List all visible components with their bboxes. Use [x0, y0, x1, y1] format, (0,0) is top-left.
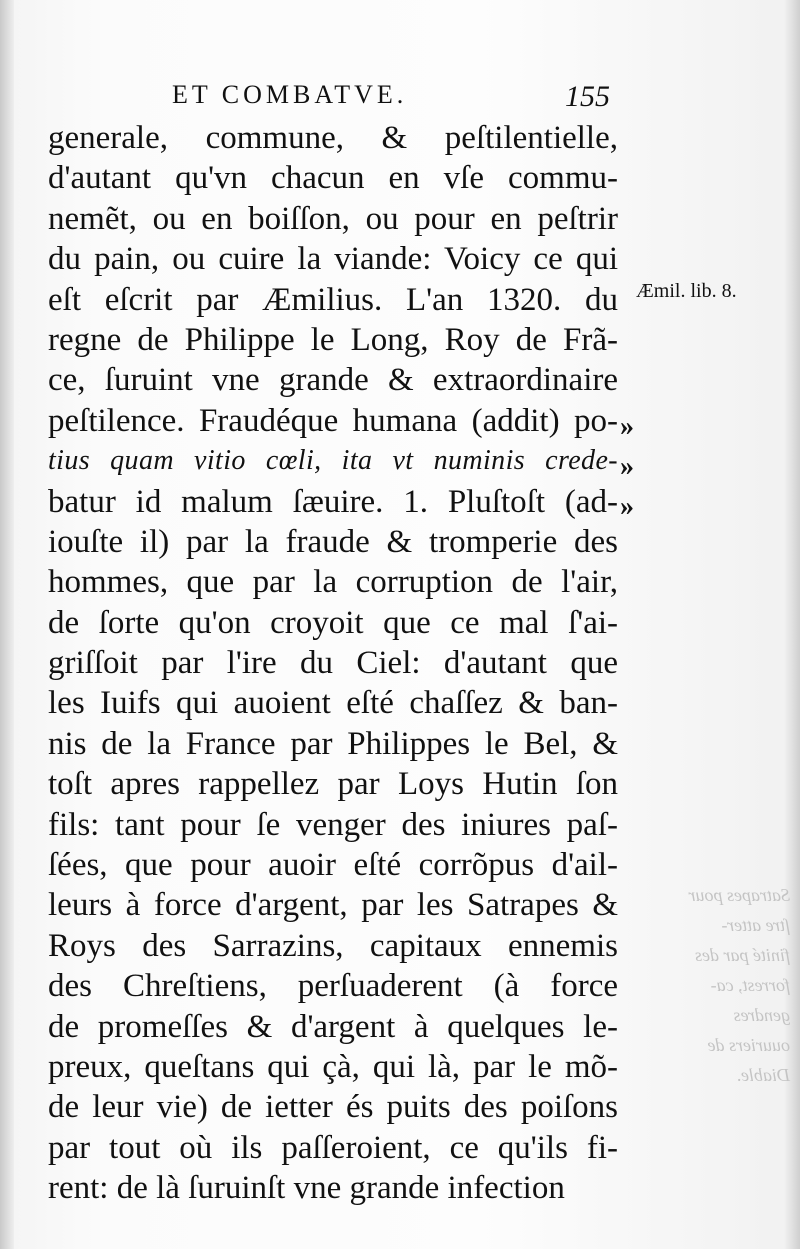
page-edge-left — [0, 0, 14, 1249]
text-line: batur id malum ſæuire. 1. Pluſtoſt (ad- — [48, 483, 618, 520]
text-line: de leur vie) de ietter és puits des poiſons — [48, 1089, 618, 1126]
text-line: eſt eſcrit par Æmilius. L'an 1320. du — [48, 281, 618, 318]
text-line: fils: tant pour ſe venger des iniures paſ- — [48, 806, 618, 843]
text-line: d'autant qu'vn chacun en vſe commu- — [48, 160, 618, 197]
bleed-line: Diable. — [736, 1065, 790, 1085]
bleed-line: finité par des — [695, 945, 790, 965]
bleed-through-text — [640, 880, 790, 1090]
text-line: griſſoit par l'ire du Ciel: d'autant que — [48, 645, 618, 682]
quote-mark: » — [620, 451, 634, 482]
page-header — [150, 80, 610, 116]
text-line: ſées, que pour auoir eſté corrõpus d'ail- — [48, 847, 618, 884]
text-line: du pain, ou cuire la viande: Voicy ce qui — [48, 241, 618, 278]
marginal-note: Æmil. lib. 8. — [636, 280, 737, 302]
text-line: preux, queſtans qui çà, qui là, par le mõ- — [48, 1048, 618, 1085]
bleed-line: forrest, ca- — [710, 975, 790, 995]
text-line: leurs à force d'argent, par les Satrapes & — [48, 887, 618, 924]
text-line: generale, commune, & peſtilentielle, — [48, 120, 618, 156]
text-line: ce, ſuruint vne grande & extraordinaire — [48, 362, 618, 399]
bleed-line: gendres — [733, 1005, 790, 1025]
body-text — [48, 118, 618, 1209]
text-line: regne de Philippe le Long, Roy de Frã- — [48, 321, 618, 358]
text-line: les Iuifs qui auoient eſté chaſſez & ban- — [48, 685, 618, 722]
text-line: de ſorte qu'on croyoit que ce mal ſ'ai- — [48, 604, 618, 641]
text-line: des Chreſtiens, perſuaderent (à force — [48, 968, 618, 1005]
text-line: nis de la France par Philippes le Bel, & — [48, 725, 618, 762]
text-line: hommes, que par la corruption de l'air, — [48, 564, 618, 601]
bleed-line: ſtre atter- — [721, 915, 790, 935]
text-line: par tout où ils paſſeroient, ce qu'ils fi- — [48, 1129, 618, 1166]
text-line-latin-quote: tius quam vitio cœli, ita vt numinis crede- — [48, 445, 618, 477]
text-line: nemẽt, ou en boiſſon, ou pour en peſtrir — [48, 200, 618, 237]
text-line: iouſte il) par la fraude & tromperie des — [48, 523, 618, 560]
text-line: toſt apres rappellez par Loys Hutin ſon — [48, 766, 618, 803]
bleed-line: Satrapes pour — [688, 885, 790, 905]
running-title: ET COMBATVE. — [172, 80, 408, 109]
page-number: 155 — [565, 80, 610, 113]
text-line: rent: de là ſuruinſt vne grande infection — [48, 1170, 565, 1207]
quote-mark: » — [620, 491, 634, 522]
text-line: peſtilence. Fraudéque humana (addit) po- — [48, 402, 618, 439]
text-line: Roys des Sarrazins, capitaux ennemis — [48, 927, 618, 964]
quote-mark: » — [620, 411, 634, 442]
text-line: de promeſſes & d'argent à quelques le- — [48, 1008, 618, 1045]
bleed-line: ouuriers de — [707, 1035, 790, 1055]
